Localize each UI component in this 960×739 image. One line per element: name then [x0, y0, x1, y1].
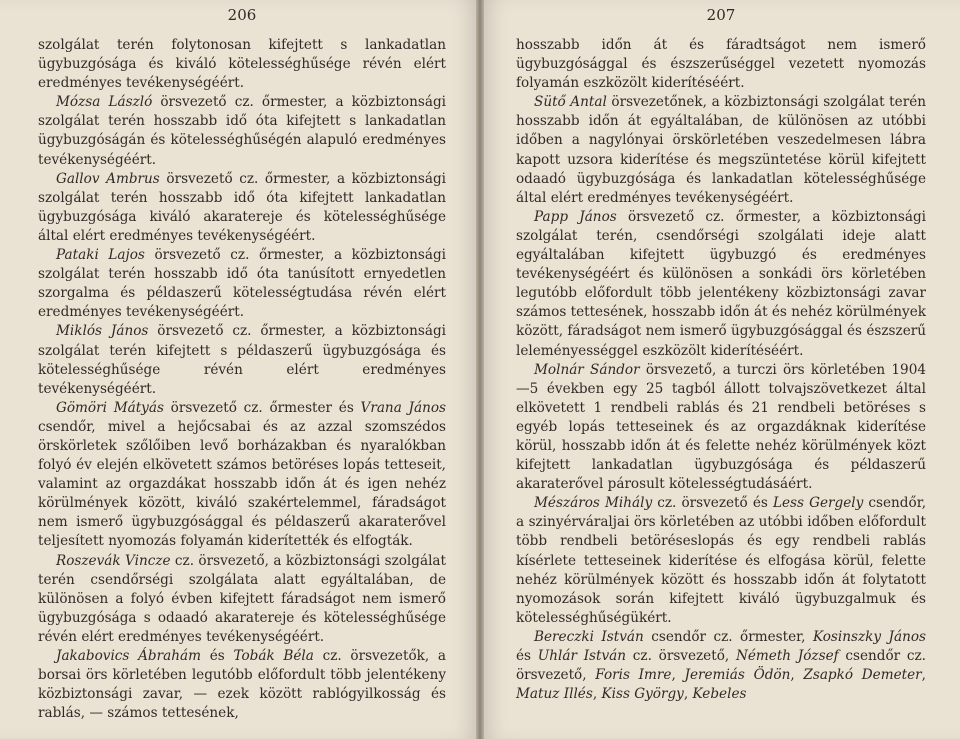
text-run: , — [671, 667, 685, 684]
left-page-text — [38, 36, 446, 723]
person-name: Mészáros Mihály — [534, 495, 653, 512]
person-name: Gömöri Mátyás — [56, 399, 164, 416]
person-name: Mózsa László — [56, 94, 153, 111]
person-name: Foris Imre — [595, 667, 672, 684]
text-run: örsvezető cz. őrmester, a közbiztonsági szolgálat terén kifejtett s példaszerű ügybuzgósága és kötelességhűsége révén elért eredményes tevékenységéért. — [38, 323, 446, 397]
person-name: Bereczki István — [534, 628, 644, 645]
text-run: örsvezető cz. őrmester, a közbiztonsági szolgálat terén, csendőrségi szolgálati ideje alatt egyáltalában kifejtett ügybuzgó és eredményes tevékenységéért és különösen a sonkádi örs körletében legutóbb előfordult több jelentékeny közbiztonsági zavar számos tettesének, hosszabb időn át és nehéz körülmények között, fáradságot nem ismerő ügybuzgósággal és észszerű leleményességgel eszközölt kiderítéséért. — [516, 208, 926, 359]
text-run: , — [683, 686, 693, 703]
text-run: és — [516, 648, 538, 664]
text-run: szolgálat terén folytonosan kifejtett s lankadatlan ügybuzgósága és kiváló kötelességhűsége révén elért eredményes tevékenységéért. — [38, 37, 446, 92]
text-run: örsvezető cz. őrmester, a közbiztonsági szolgálat terén hosszabb idő óta kifejtett lankadatlan ügybuzgósága kiváló akaratereje és kötelességhűsége által elért eredményes tevékenységéért. — [38, 170, 447, 244]
text-run: csendőr cz. örsvezető, — [516, 648, 927, 684]
right-page-number: 207 — [706, 6, 736, 24]
person-name: Uhlár István — [537, 648, 627, 664]
paragraph — [516, 36, 926, 93]
right-page — [480, 0, 960, 739]
paragraph — [516, 93, 926, 208]
paragraph — [38, 36, 446, 93]
paragraph — [38, 552, 446, 647]
person-name: Less Gergely — [772, 495, 864, 512]
paragraph — [38, 322, 446, 398]
person-name: Matuz Illés — [516, 686, 593, 703]
text-run: örsvezető cz. őrmester és — [163, 399, 361, 416]
paragraph — [38, 170, 446, 246]
person-name: Tobák Béla — [233, 648, 314, 664]
person-name: Jeremiás Ödön — [684, 667, 791, 684]
paragraph — [38, 246, 446, 322]
person-name: Németh József — [735, 648, 839, 664]
book-gutter — [476, 0, 484, 739]
paragraph — [38, 399, 446, 552]
person-name: Kebeles — [692, 686, 747, 703]
person-name: Sütő Antal — [534, 94, 607, 111]
person-name: Pataki Lajos — [56, 247, 145, 264]
person-name: Kosinszky János — [812, 628, 926, 645]
text-run: , — [592, 686, 602, 703]
text-run: csendőr, mivel a hejőcsabai és az azzal szomszédos örskörletek szőlőiben levő borházakban és nyaralókban folyó év elején elkövetett számos betöréses lopás tetteseit, valamint az orgazdákat hosszabb időn át és igen nehéz körülmények között, kiváló szakértelemmel, fáradságot nem ismerő ügybuzgósággal és példaszerű akaraterővel teljesített nyomozás folyamán kiderítették és elfogták. — [38, 418, 446, 550]
text-run: csendőr, a szinyérváraljai örs körletében az utóbbi időben előfordult több rendbeli betöréseslopás és egy rendbeli rablás kísérlete tetteseinek kiderítése és elfogása körül, felette nehéz körülmények között és hosszabb időn át folytatott nyomozások során kifejtett kiváló ügybuzgalmuk és kötelességhűségükért. — [516, 495, 927, 626]
text-run: hosszabb időn át és fáradtságot nem ismerő ügybuzgósággal és észszerűséggel vezetett nyomozás folyamán eszközölt kiderítéséért. — [516, 37, 926, 92]
paragraph — [516, 361, 926, 495]
paragraph — [516, 208, 926, 361]
text-run: és — [200, 648, 234, 664]
text-run: örsvezető cz. őrmester, a közbiztonsági szolgálat terén hosszabb idő óta tanúsított ernyedetlen szorgalma és példaszerű kötelességtudása révén elért eredményes tevékenységéért. — [38, 247, 447, 321]
text-run: cz. örsvezető és — [652, 495, 773, 512]
person-name: Gallov Ambrus — [56, 170, 160, 187]
text-run: csendőr cz. őrmester, — [643, 628, 813, 645]
text-run: , — [921, 667, 926, 684]
text-run: cz. örsvezetők, a borsai örs körletében legutóbb előfordult több jelentékeny közbiztonsági zavar, — ezek között rablógyilkosság és rablás, — számos tettesének, — [38, 648, 446, 722]
right-page-text — [516, 36, 926, 704]
text-run: örsvezető cz. őrmester, a közbiztonsági szolgálat terén hosszabb idő óta kifejtett s lankadatlan ügybuzgóságán és kötelességhűségén alapuló eredményes tevékenységéért. — [38, 94, 447, 168]
left-page-number: 206 — [227, 6, 257, 24]
text-run: örsvezető, a turczi örs körletében 1904—5 években egy 25 tagból állott tolvajszövetkezet által elkövetett 1 rendbeli rablás és 21 rendbeli betöréses s egyéb lopás tetteseinek és az orgazdáknak kiderítése körül, hosszabb időn át és felette nehéz körülmények közt kifejtett lankadatlan ügybuzgósága és példaszerű akaraterővel párosult kötelességtudásáért. — [516, 361, 926, 493]
paragraph — [516, 628, 926, 704]
person-name: Kiss György — [601, 686, 684, 703]
text-run: , — [790, 667, 804, 684]
text-run: örsvezetőnek, a közbiztonsági szolgálat terén hosszabb időn át egyáltalában, de különösen az utóbbi időben a nagylónyai örskörletében veszedelmesen lábra kapott uzsora kiderítése és megszüntetése körül kifejtett odaadó ügybuzgósága és lankadatlan kötelességhűsége által elért eredményes tevékenységéért. — [516, 94, 926, 206]
person-name: Papp János — [534, 208, 617, 225]
person-name: Vrana János — [360, 399, 446, 416]
person-name: Jakabovics Ábrahám — [56, 648, 201, 664]
paragraph — [516, 494, 926, 628]
paragraph — [38, 647, 446, 723]
person-name: Zsapkó Demeter — [803, 667, 922, 684]
person-name: Roszevák Vincze — [56, 552, 171, 569]
text-run: cz. örsvezető, — [626, 648, 736, 664]
paragraph — [38, 93, 446, 169]
text-run: cz. örsvezető, a közbiztonsági szolgálat terén csendőrségi szolgálata alatt egyáltalában, de különösen a folyó évben kifejtett fáradságot nem ismerő ügybuzgósága s odaadó akaratereje és kötelességhűsége révén elért eredményes tevékenységéért. — [38, 552, 446, 645]
person-name: Miklós János — [56, 323, 149, 340]
person-name: Molnár Sándor — [534, 361, 640, 378]
